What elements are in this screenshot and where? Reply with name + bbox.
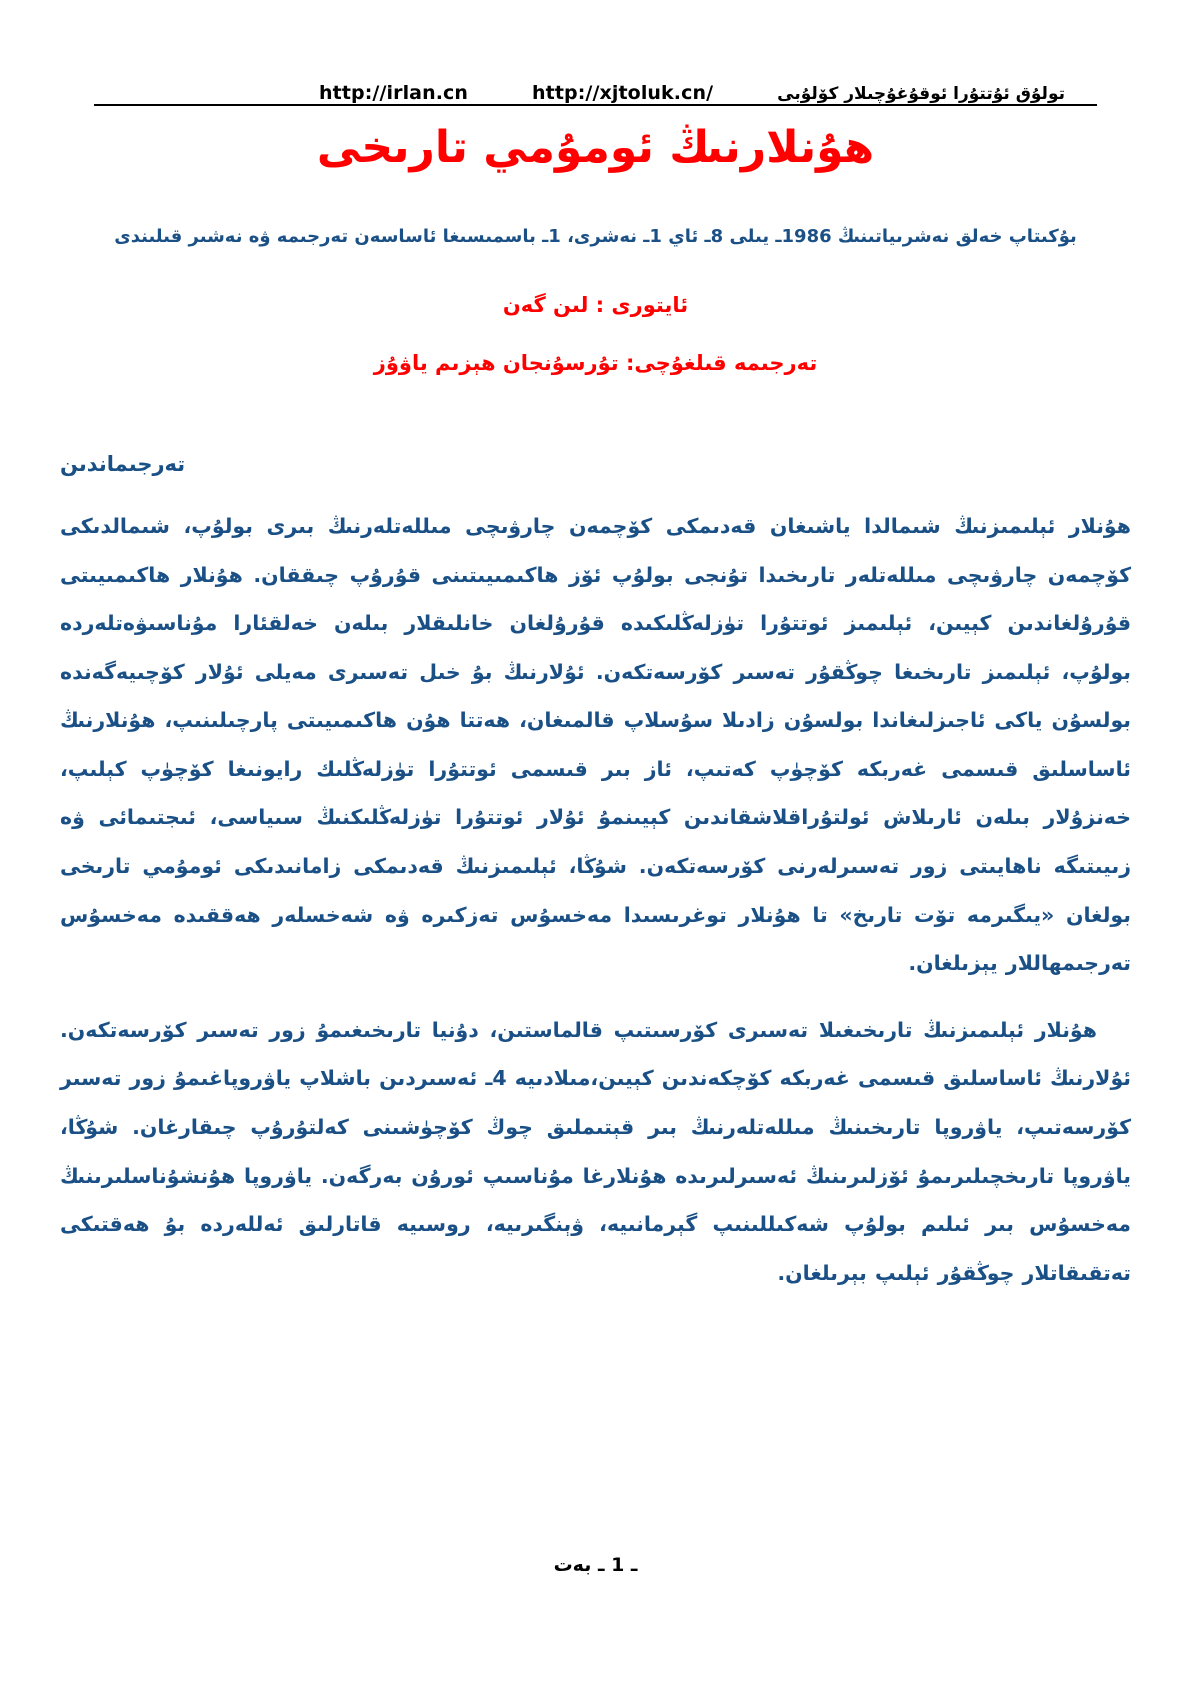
translator-line: تەرجىمە قىلغۇچى: تۇرسۇنجان ھېزىم ياۋۇز <box>373 351 818 375</box>
page-footer: ـ 1 ـ بەت <box>553 1554 638 1576</box>
section-heading: تەرجىماندىن <box>60 452 186 476</box>
page-title: ھۇنلارنىڭ ئومۇمي تارىخى <box>316 122 875 173</box>
header-site-label: تولۇق ئۇتتۇرا ئوقۇغۇچىلار كۆلۇبى <box>777 84 1065 104</box>
body-content <box>60 452 1131 1315</box>
body-paragraph: ھۇنلار ئېلىمىزنىڭ شىمالدا ياشىغان قەدىمكى كۆچمەن چارۋىچى مىللەتلەرنىڭ بىرى بولۇپ، شىمالدىكى كۆچمەن چارۋىچى مىللەتلەر تارىخىدا تۇنجى بولۇپ ئۆز ھاكىمىيىتىنى قۇرۇپ چىققان. ھۇنلار ھاكىمىيىتى قۇرۇلغاندىن كېيىن، ئېلىمىز ئوتتۇرا تۈزلەڭلىكىدە قۇرۇلغان خانلىقلار بىلەن خەلقئارا مۇناسىۋەتلەردە بولۇپ، ئېلىمىز تارىخىغا چوڭقۇر تەسىر كۆرسەتكەن. ئۇلارنىڭ بۇ خىل تەسىرى مەيلى ئۇلار كۆچىيەگەندە بولسۇن ياكى ئاجىزلىغاندا بولسۇن زادىلا سۇسلاپ قالمىغان، ھەتتا ھۇن ھاكىمىيىتى پارچىلىنىپ، ھۇنلارنىڭ ئاساسلىق قىسمى غەربكە كۆچۈپ كەتىپ، ئاز بىر قىسمى ئوتتۇرا تۈزلەڭلىك رايونىغا كۆچۈپ كېلىپ، خەنزۇلار بىلەن ئارىلاش ئولتۇراقلاشقاندىن كېيىنمۇ ئۇلار ئوتتۇرا تۈزلەڭلىكنىڭ سىياسى، ئىجتىمائى ۋە زىيىتىگە ناھايىتى زور تەسىرلەرنى كۆرسەتكەن. شۇڭا، ئېلىمىزنىڭ قەدىمكى زامانىدىكى ئومۇمي تارىخى بولغان «يىگىرمە تۆت تارىخ» تا ھۇنلار توغرىسىدا مەخسۇس تەزكىرە ۋە شەخسلەر ھەققىدە مەخسۇس تەرجىمھاللار يېزىلغان. <box>60 514 1131 976</box>
publication-subtitle: بۇكىتاپ خەلق نەشرىياتىنىڭ 1986ـ يىلى 8ـ ئاي 1ـ نەشرى، 1ـ باسمىسىغا ئاساسەن تەرجىمە ۋە نەشىر قىلىندى <box>114 226 1077 247</box>
page-header <box>96 66 1095 104</box>
header-url-primary[interactable]: http://xjtoluk.cn/ <box>532 82 714 104</box>
body-paragraph: ھۇنلار ئېلىمىزنىڭ تارىخىغىلا تەسىرى كۆرسىتىپ قالماستىن، دۇنيا تارىخىغىمۇ زور تەسىر كۆرسەتكەن. ئۇلارنىڭ ئاساسلىق قىسمى غەربكە كۆچكەندىن كېيىن،مىلادىيە 4ـ ئەسىردىن باشلاپ ياۋروپاغىمۇ زور تەسىر كۆرسەتىپ، ياۋروپا تارىخىنىڭ مىللەتلەرنىڭ بىر قېتىملىق چوڭ كۆچۈشىنى كەلتۇرۇپ چىقارغان. شۇڭا، ياۋروپا تارىخچىلىرىمۇ ئۆزلىرىنىڭ ئەسىرلىرىدە ھۇنلارغا مۇناسىپ ئورۇن بەرگەن. ياۋروپا ھۇنشۇناسلىرىنىڭ مەخسۇس بىر ئىلىم بولۇپ شەكىللىنىپ گېرمانىيە، ۋېنگىرىيە، روسىيە قاتارلىق ئەللەردە بۇ ھەقتىكى تەتقىقاتلار چوڭقۇر ئېلىپ بېرىلغان. <box>60 1017 1131 1285</box>
header-divider <box>94 104 1097 106</box>
author-line: ئايتورى : لىن گەن <box>502 293 689 317</box>
header-url-secondary[interactable]: http://irlan.cn <box>319 82 469 104</box>
